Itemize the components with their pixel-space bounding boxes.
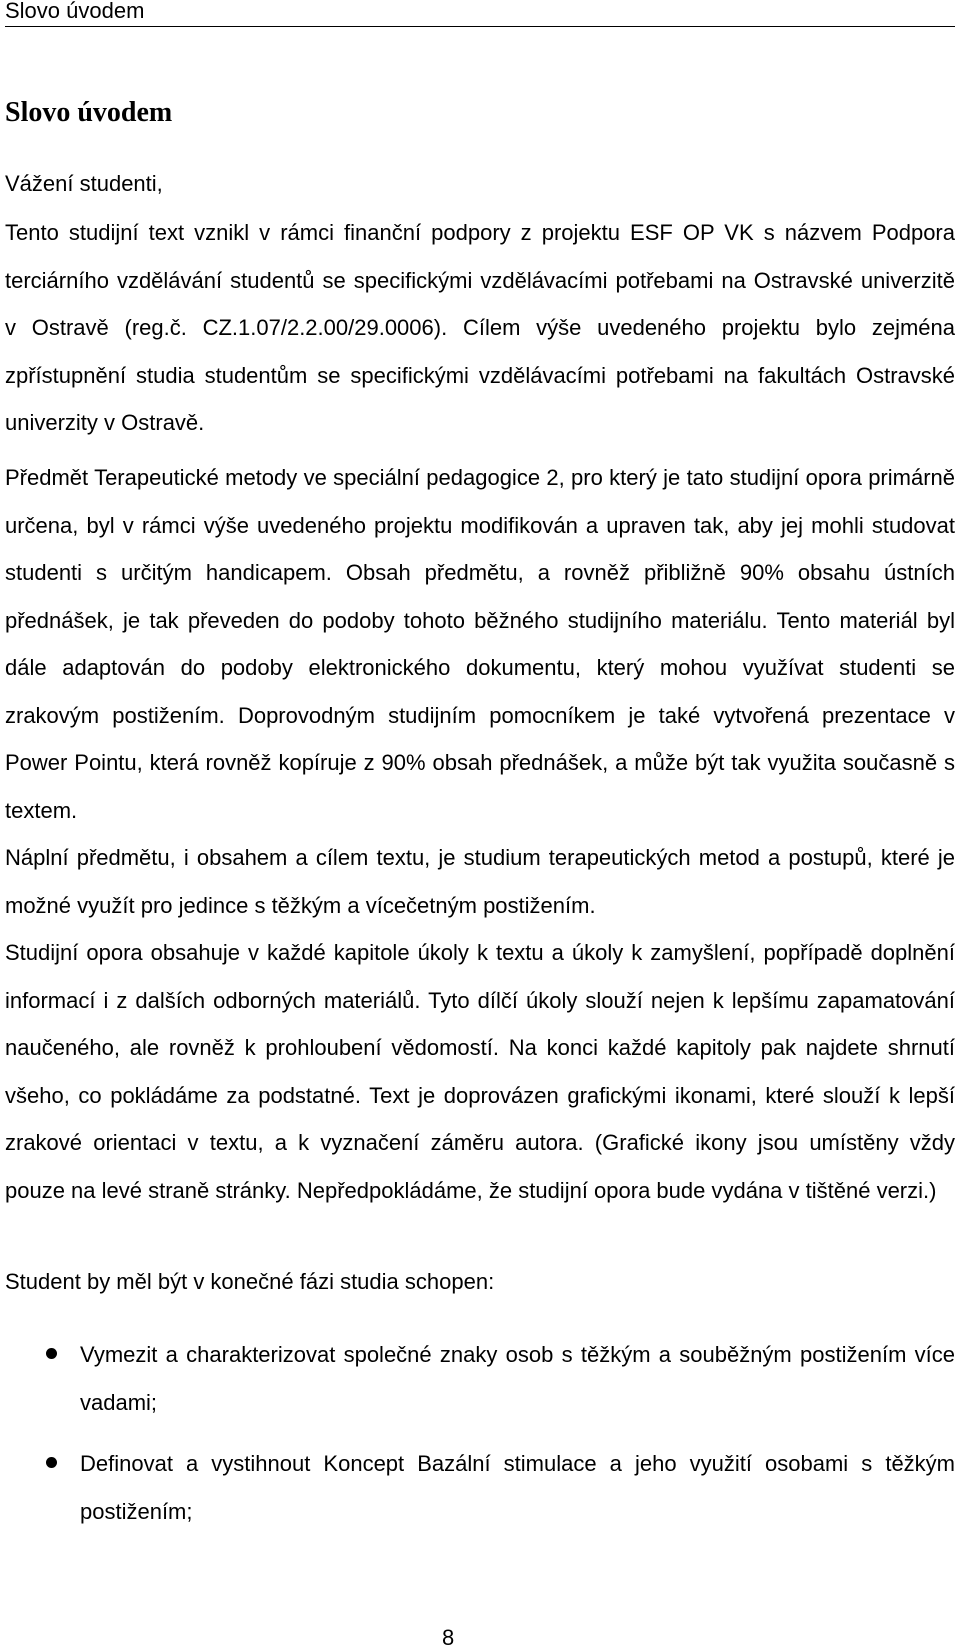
list-item-text: Vymezit a charakterizovat společné znaky osob s těžkým a souběžným postižením více vadami; xyxy=(80,1342,955,1415)
list-item xyxy=(0,1331,960,1426)
paragraph-tasks: Studijní opora obsahuje v každé kapitole úkoly k textu a úkoly k zamyšlení, popřípadě doplnění informací i z dalších odborných materiálů. Tyto dílčí úkoly slouží nejen k lepšímu zapamatování naučeného, ale rovněž k prohloubení vědomostí. Na konci každé kapitoly pak najdete shrnutí všeho, co pokládáme za podstatné. Text je doprovázen grafickými ikonami, které slouží k lepší zrakové orientaci v textu, a k vyznačení záměru autora. (Grafické ikony jsou umístěny vždy pouze na levé straně stránky. Nepředpokládáme, že studijní opora bude vydána v tištěné verzi.) xyxy=(5,940,955,1203)
bullet-icon xyxy=(46,1348,57,1359)
page-title: Slovo úvodem xyxy=(5,97,173,128)
objectives-intro: Student by měl být v konečné fázi studia schopen: xyxy=(5,1269,495,1294)
list-item-text: Definovat a vystihnout Koncept Bazální stimulace a jeho využití osobami s těžkým postižením; xyxy=(80,1451,955,1524)
paragraph-subject: Předmět Terapeutické metody ve speciální pedagogice 2, pro který je tato studijní opora primárně určena, byl v rámci výše uvedeného projektu modifikován a upraven tak, aby jej mohli studovat studenti s určitým handicapem. Obsah předmětu, a rovněž přibližně 90% obsahu ústních přednášek, je tak převeden do podoby tohoto běžného studijního materiálu. Tento materiál byl dále adaptován do podoby elektronického dokumentu, který mohou využívat studenti se zrakovým postižením. Doprovodným studijním pomocníkem je také vytvořená prezentace v Power Pointu, která rovněž kopíruje z 90% obsah přednášek, a může být tak využita současně s textem. xyxy=(5,465,955,823)
salutation: Vážení studenti, xyxy=(5,171,163,196)
header-divider xyxy=(5,26,955,27)
page-number: 8 xyxy=(442,1625,455,1650)
objectives-list xyxy=(0,1331,960,1549)
bullet-icon xyxy=(46,1457,57,1468)
paragraph-content: Náplní předmětu, i obsahem a cílem textu, je studium terapeutických metod a postupů, které je možné využít pro jedince s těžkým a vícečetným postižením. xyxy=(5,845,955,918)
list-item xyxy=(0,1440,960,1535)
paragraph-project: Tento studijní text vznikl v rámci finanční podpory z projektu ESF OP VK s názvem Podpora terciárního vzdělávání studentů se specifickými vzdělávacími potřebami na Ostravské univerzitě v Ostravě (reg.č. CZ.1.07/2.2.00/29.0006). Cílem výše uvedeného projektu bylo zejména zpřístupnění studia studentům se specifickými vzdělávacími potřebami na fakultách Ostravské univerzity v Ostravě. xyxy=(5,220,955,435)
running-header: Slovo úvodem xyxy=(5,0,145,23)
